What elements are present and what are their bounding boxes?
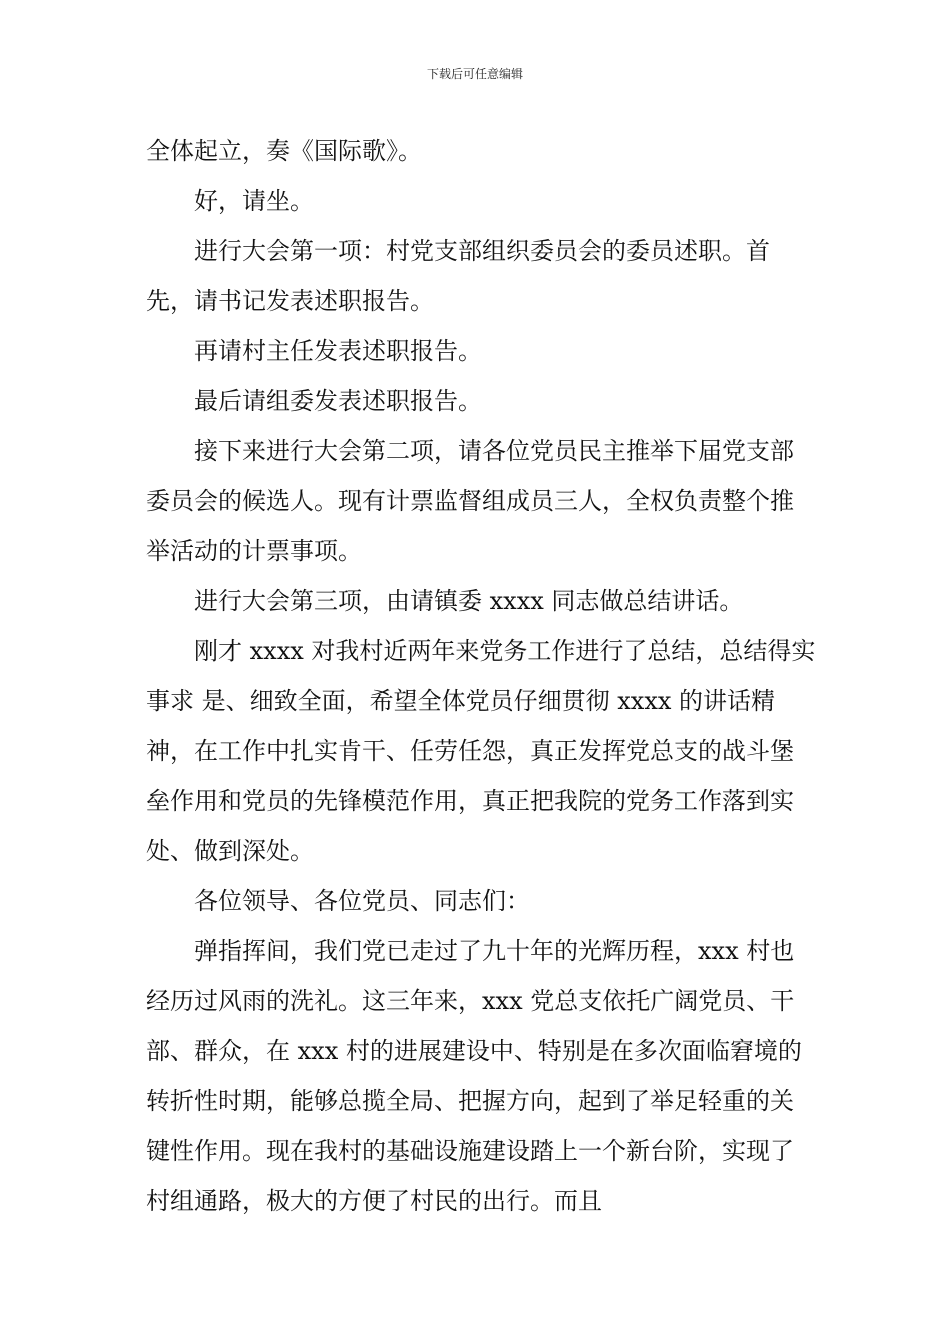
paragraph: 最后请组委发表述职报告。 (194, 387, 482, 415)
document-body (146, 126, 816, 1226)
paragraph: 弹指挥间，我们党已走过了九十年的光辉历程，xxx 村也经历过风雨的洗礼。这三年来，xxx 党总支依托广阔党员、干部、群众，在 xxx 村的进展建设中、特别是在多次面临窘境的转折性时期，能够总揽全局、把握方向，起到了举足轻重的关键性作用。现在我村的基础设施建设踏上一个新台阶，实现了村组通路，极大的方便了村民的出行。而且 (146, 937, 802, 1215)
paragraph: 各位领导、各位党员、同志们： (194, 887, 530, 915)
paragraph: 好，请坐。 (194, 187, 314, 215)
paragraph: 进行大会第三项，由请镇委 xxxx 同志做总结讲话。 (194, 587, 744, 615)
paragraph: 进行大会第一项：村党支部组织委员会的委员述职。首先，请书记发表述职报告。 (146, 237, 770, 315)
paragraph: 刚才 xxxx 对我村近两年来党务工作进行了总结，总结得实事求 是、细致全面，希望全体党员仔细贯彻 xxxx 的讲话精神，在工作中扎实肯干、任劳任怨，真正发挥党总支的战斗堡垒作用和党员的先锋模范作用，真正把我院的党务工作落到实处、做到深处。 (146, 637, 816, 865)
page-header: 下载后可任意编辑 (426, 67, 523, 81)
paragraph: 接下来进行大会第二项，请各位党员民主推举下届党支部委员会的候选人。现有计票监督组成员三人，全权负责整个推举活动的计票事项。 (146, 437, 794, 565)
paragraph: 再请村主任发表述职报告。 (194, 337, 482, 365)
paragraph: 全体起立，奏《国际歌》。 (146, 137, 422, 165)
